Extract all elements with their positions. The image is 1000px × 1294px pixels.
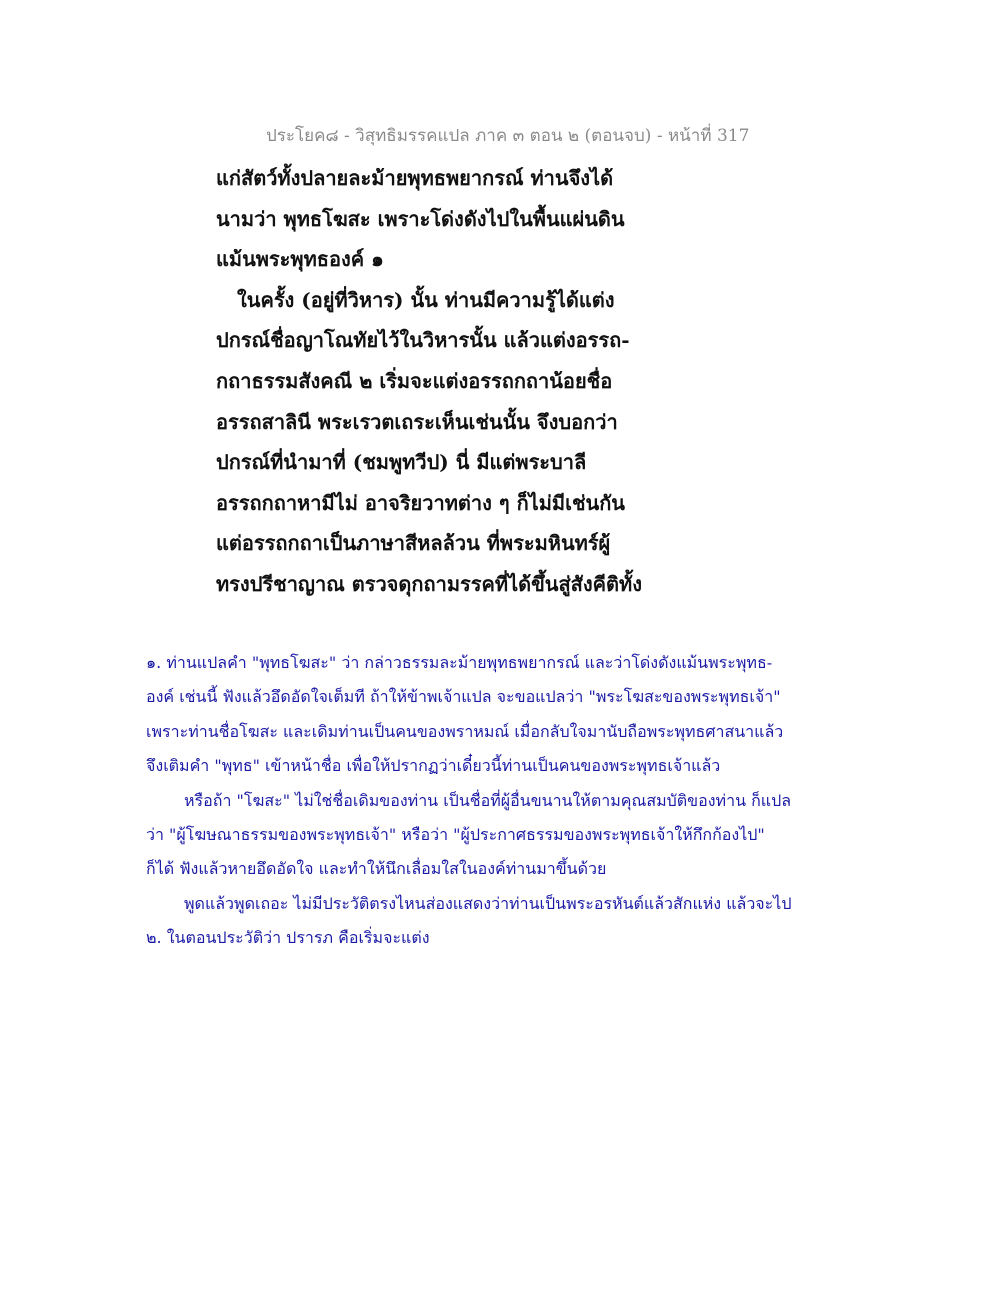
main-text-line: ในครั้ง (อยู่ที่วิหาร) นั้น ท่านมีความรู้ได้แต่ง: [237, 287, 615, 312]
main-text-line: ทรงปรีชาญาณ ตรวจดุกถามรรคที่ได้ขึ้นสู่สังคีติทั้ง: [216, 571, 642, 596]
footnote-line: ก็ได้ ฟังแล้วหายอึดอัดใจ และทำให้นึกเลื่อมใสในองค์ท่านมาขึ้นด้วย: [146, 859, 607, 879]
footnote-line: เพราะท่านชื่อโฆสะ และเดิมท่านเป็นคนของพราหมณ์ เมื่อกลับใจมานับถือพระพุทธศาสนาแล้ว: [146, 721, 784, 741]
main-text-line: ปกรณ์ที่นำมาที่ (ชมพูทวีป) นี่ มีแต่พระบาลี: [216, 450, 587, 475]
main-text-line: แต่อรรถกถาเป็นภาษาสีหลล้วน ที่พระมหินทร์ผู้: [216, 531, 611, 556]
running-header: ประโยค๘ - วิสุทธิมรรคแปล ภาค ๓ ตอน ๒ (ตอนจบ) - หน้าที่ 317: [266, 126, 750, 146]
footnote-line: องค์ เช่นนี้ ฟังแล้วอึดอัดใจเต็มที ถ้าให้ข้าพเจ้าแปล จะขอแปลว่า "พระโฆสะของพระพุทธเจ้า": [146, 687, 781, 707]
footnote-line: หรือถ้า "โฆสะ" ไม่ใช่ชื่อเดิมของท่าน เป็นชื่อที่ผู้อื่นขนานให้ตามคุณสมบัติของท่าน ก็แปล: [184, 790, 792, 810]
main-text-line: อรรถกถาหามีไม่ อาจริยวาทต่าง ๆ ก็ไม่มีเช่นกัน: [216, 490, 625, 515]
footnote-line: ว่า "ผู้โฆษณาธรรมของพระพุทธเจ้า" หรือว่า "ผู้ประกาศธรรมของพระพุทธเจ้าให้กึกก้องไป": [146, 824, 765, 844]
footnote-line: ๑. ท่านแปลคำ "พุทธโฆสะ" ว่า กล่าวธรรมละม้ายพุทธพยากรณ์ และว่าโด่งดังแม้นพระพุทธ-: [146, 653, 773, 672]
footnote-line: ๒. ในตอนประวัติว่า ปรารภ คือเริ่มจะแต่ง: [146, 928, 430, 948]
main-text-line: อรรถสาลินี พระเรวตเถระเห็นเช่นนั้น จึงบอกว่า: [216, 409, 618, 434]
main-text-line: กถาธรรมสังคณี ๒ เริ่มจะแต่งอรรถกถาน้อยชื่อ: [216, 368, 613, 393]
main-text-line: แม้นพระพุทธองค์ ๑: [216, 247, 384, 272]
main-text-line: นามว่า พุทธโฆสะ เพราะโด่งดังไปในพื้นแผ่นดิน: [216, 206, 625, 231]
main-text-line: ปกรณ์ชื่อญาโณทัยไว้ในวิหารนั้น แล้วแต่งอรรถ-: [216, 328, 630, 353]
footnote-line: จึงเติมคำ "พุทธ" เข้าหน้าชื่อ เพื่อให้ปรากฏว่าเดี๋ยวนี้ท่านเป็นคนของพระพุทธเจ้าแล้ว: [146, 756, 721, 776]
main-text-line: แก่สัตว์ทั้งปลายละม้ายพุทธพยากรณ์ ท่านจึงได้: [216, 166, 614, 190]
footnotes-block: [146, 646, 866, 956]
footnote-line: พูดแล้วพูดเถอะ ไม่มีประวัติตรงไหนส่องแสดงว่าท่านเป็นพระอรหันต์แล้วสักแห่ง แล้วจะไป: [184, 893, 792, 913]
main-text-block: [216, 158, 776, 605]
